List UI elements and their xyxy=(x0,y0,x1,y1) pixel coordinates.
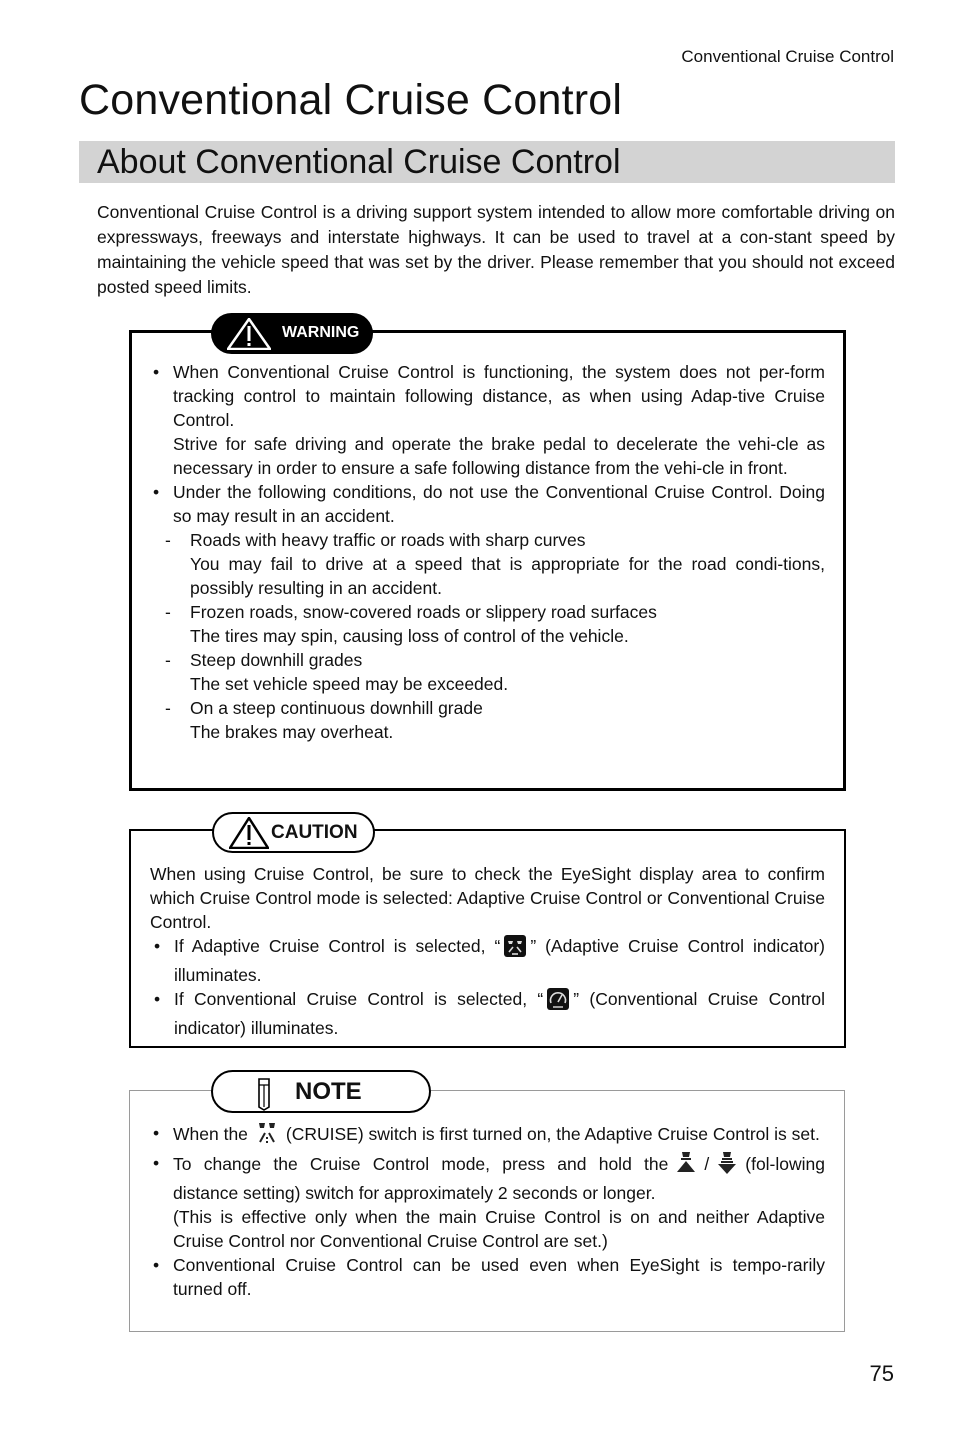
caution-triangle-icon xyxy=(229,817,269,854)
section-title: About Conventional Cruise Control xyxy=(97,143,621,181)
acc-text-suffix: ” (Adaptive Cruise Control indicator) illuminates. xyxy=(174,936,825,985)
caution-intro: When using Cruise Control, be sure to check the EyeSight display area to confirm which Cruise Control mode is selected: Adaptive Cruise Control or Conventional Cruise Control. xyxy=(150,864,825,932)
note-item xyxy=(153,1121,825,1151)
condition-detail: The set vehicle speed may be exceeded. xyxy=(190,674,509,694)
condition-title: On a steep continuous downhill grade xyxy=(190,698,483,718)
bullet: • xyxy=(153,362,160,382)
condition-item xyxy=(153,696,825,744)
ccc-text-suffix: ” (Conventional Cruise Control indicator) illuminates. xyxy=(174,989,825,1038)
note-item2-sep: / xyxy=(704,1154,710,1174)
bullet: • xyxy=(154,936,161,956)
note-item xyxy=(153,1151,825,1253)
note-item2-paren: (This is effective only when the main Cruise Control is on and neither Adaptive Cruise Control nor Conventional Cruise Control are set.) xyxy=(173,1207,825,1251)
condition-item xyxy=(153,528,825,600)
warning-item-text: Under the following conditions, do not use the Conventional Cruise Control. Doing so may result in an accident. xyxy=(173,482,825,526)
distance-increase-icon xyxy=(674,1151,698,1181)
condition-detail: You may fail to drive at a speed that is appropriate for the road condi-tions, possibly resulting in an accident. xyxy=(190,554,825,598)
note-item3-text: Conventional Cruise Control can be used even when EyeSight is tempo-rarily turned off. xyxy=(173,1255,825,1299)
note-item2-suffix: (fol-lowing distance setting) switch for approximately 2 seconds or longer. xyxy=(173,1154,825,1203)
cruise-switch-icon xyxy=(254,1121,280,1151)
bullet: • xyxy=(153,482,160,502)
warning-item-text: Strive for safe driving and operate the brake pedal to decelerate the vehi-cle as necessary in order to ensure a safe following distance from the vehi-cle in front. xyxy=(173,434,825,478)
caution-item xyxy=(154,987,825,1040)
page-number: 75 xyxy=(869,1361,894,1386)
caution-label-pill xyxy=(212,812,375,853)
bullet: • xyxy=(153,1153,160,1173)
bullet: • xyxy=(153,1255,160,1275)
section-title-bar xyxy=(79,141,895,183)
condition-detail: The brakes may overheat. xyxy=(190,722,394,742)
warning-label: WARNING xyxy=(282,324,360,341)
condition-item xyxy=(153,648,825,696)
note-label-pill xyxy=(211,1070,431,1113)
condition-item xyxy=(153,600,825,648)
note-label: NOTE xyxy=(295,1078,362,1105)
note-item2-prefix: To change the Cruise Control mode, press and hold the xyxy=(173,1154,669,1174)
warning-content xyxy=(153,360,825,744)
bullet: • xyxy=(153,1123,160,1143)
bullet: • xyxy=(154,989,161,1009)
warning-item-text: When Conventional Cruise Control is functioning, the system does not per-form tracking control to maintain following distance, as when using Adap-tive Cruise Control. xyxy=(173,362,825,430)
warning-triangle-icon xyxy=(227,318,271,355)
distance-decrease-icon xyxy=(715,1151,739,1181)
dash: - xyxy=(165,698,171,718)
note-content xyxy=(153,1121,825,1301)
warning-item xyxy=(153,480,825,528)
condition-title: Steep downhill grades xyxy=(190,650,363,670)
acc-text-prefix: If Adaptive Cruise Control is selected, “ xyxy=(174,936,501,956)
note-item1-suffix: (CRUISE) switch is first turned on, the Adaptive Cruise Control is set. xyxy=(285,1124,820,1144)
condition-detail: The tires may spin, causing loss of control of the vehicle. xyxy=(190,626,629,646)
dash: - xyxy=(165,650,171,670)
ccc-text-prefix: If Conventional Cruise Control is selected, “ xyxy=(174,989,544,1009)
running-header: Conventional Cruise Control xyxy=(681,47,894,66)
acc-indicator-icon xyxy=(504,935,526,963)
condition-title: Roads with heavy traffic or roads with sharp curves xyxy=(190,530,586,550)
dash: - xyxy=(165,530,171,550)
ccc-indicator-icon xyxy=(547,988,569,1016)
intro-paragraph: Conventional Cruise Control is a driving support system intended to allow more comfortable driving on expressways, freeways and interstate highways. It can be used to travel at a con-stant speed by maintaining the vehicle speed that was set by the driver. Please remember that you should not exceed posted speed limits. xyxy=(97,202,895,297)
caution-label: CAUTION xyxy=(271,822,358,843)
caution-content xyxy=(150,862,825,1040)
caution-item xyxy=(154,934,825,987)
dash: - xyxy=(165,602,171,622)
pencil-icon xyxy=(253,1077,275,1116)
note-item xyxy=(153,1253,825,1301)
warning-label-pill xyxy=(211,313,373,354)
note-item1-prefix: When the xyxy=(173,1124,248,1144)
page-title: Conventional Cruise Control xyxy=(79,76,623,124)
condition-title: Frozen roads, snow-covered roads or slippery road surfaces xyxy=(190,602,657,622)
warning-item xyxy=(153,360,825,480)
